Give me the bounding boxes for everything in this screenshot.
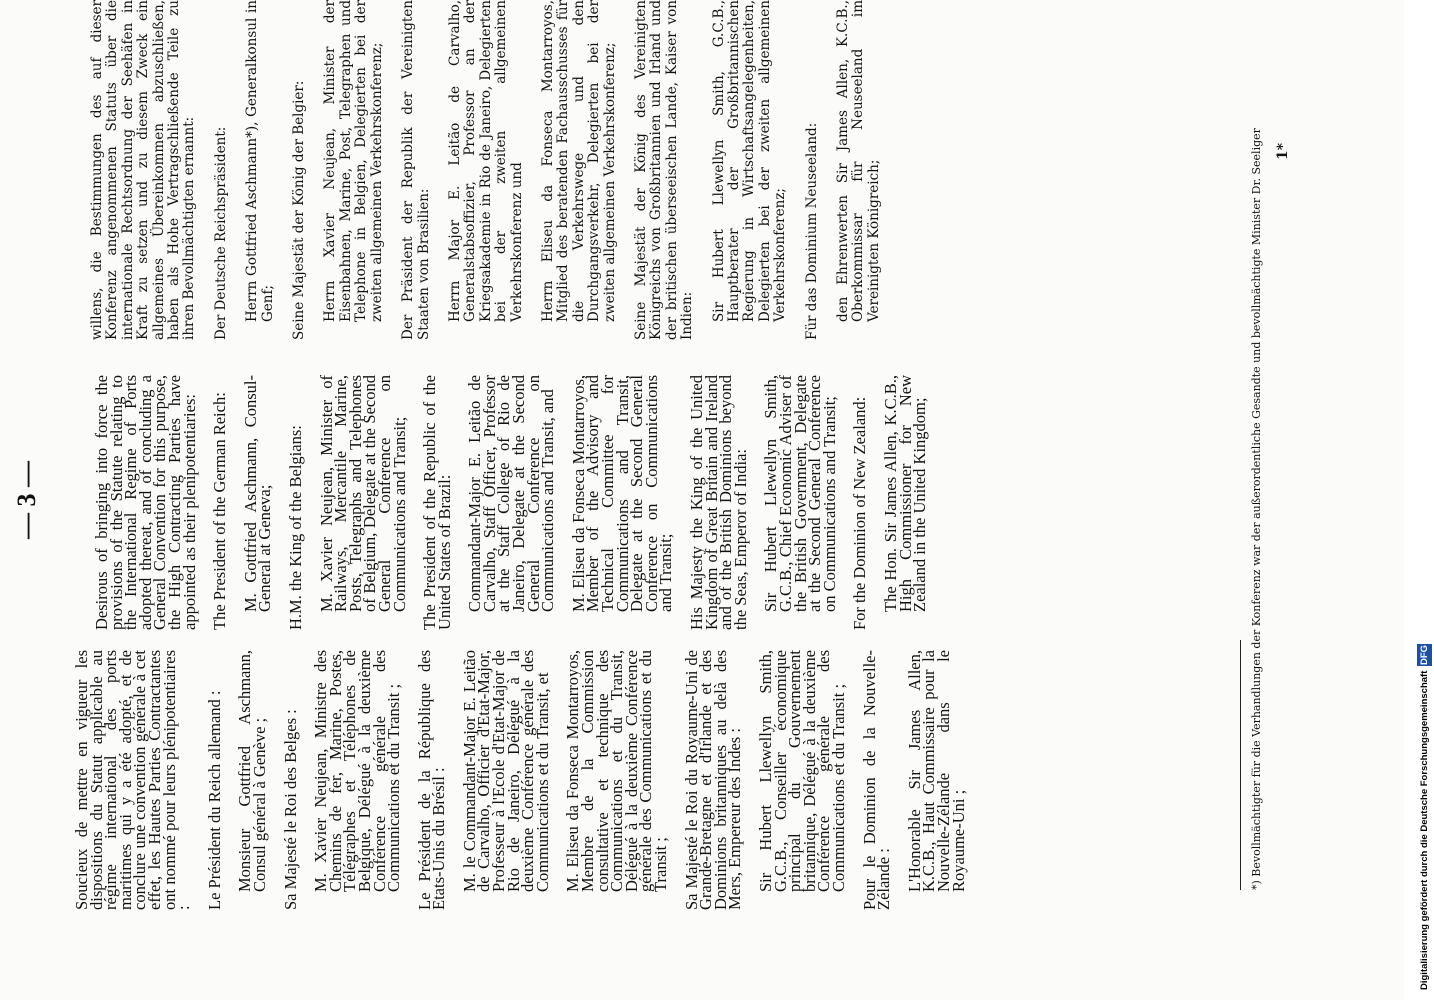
fr-paragraph: Pour le Dominion de la Nouvelle-Zélande :	[859, 650, 894, 910]
de-paragraph: Herrn Major E. Leitão de Carvalho, Generalstabsoffizier, Professor an der Kriegsakademie in Rio de Janeiro, Delegierten bei der zweiten allgemeinen Verkehrskonferenz und	[446, 0, 525, 322]
de-paragraph: Herrn Eliseu da Fonseca Montarroyos, Mitglied des beratenden Fachausschusses für die Verkehrswege und den Durchgangsverkehr, Delegierten bei der zweiten allgemeinen Verkehrskonferenz;	[539, 0, 618, 322]
en-paragraph: Sir Hubert Llewellyn Smith, G.C.B., Chief Economic Adviser of the British Government, Delegate at the Second General Conference on Communications and Transit;	[761, 375, 839, 612]
de-paragraph: willens, die Bestimmungen des auf dieser Konferenz angenommenen Statuts über die internationale Rechtsordnung der Seehäfen in Kraft zu setzen und zu diesem Zweck ein allgemeines Übereinkommen abzuschließen, haben als Hohe Vertragschließende Teile zu ihren Bevollmächtigten ernannt:	[89, 0, 198, 340]
german-column	[90, 0, 898, 340]
signature-mark: 1*	[1275, 142, 1291, 160]
de-paragraph: den Ehrenwerten Sir James Allen, K.C.B., Oberkommissar für Neuseeland im Vereinigten Königreich;	[835, 0, 882, 322]
digitization-label	[1417, 10, 1432, 990]
en-paragraph: The Hon. Sir James Allen, K.C.B., High Commissioner for New Zealand in the United Kingdom;	[880, 375, 930, 612]
footnote-rule	[1240, 640, 1241, 890]
page-number: — 3 —	[12, 461, 41, 539]
digitization-text: Digitalisierung gefördert durch die Deutsche Forschungsgemeinschaft	[1419, 670, 1430, 990]
en-paragraph: M. Eliseu da Fonseca Montarroyos, Member of the Advisory and Technical Committee for Communications and Transit, Delegate at the Second General Conference on Communications and Transit;	[568, 375, 676, 612]
de-paragraph: Seine Majestät der König des Vereinigten Königreichs von Großbritannien und Irland und der britischen überseeischen Lande, Kaiser von Indien:	[632, 0, 696, 340]
fr-paragraph: M. Eliseu da Fonseca Montarroyos, Membre de la Commission consultative et technique des Communications et du Transit, Délégué à la deuxième Conférence générale des Communications et du Transit ;	[563, 650, 670, 892]
de-paragraph: Der Deutsche Reichspräsident:	[212, 126, 229, 340]
de-paragraph: Für das Dominium Neuseeland:	[803, 122, 820, 340]
fr-paragraph: M. le Commandant-Major E. Leitão de Carvalho, Officier d'Etat-Major, Professeur à l'Ecole d'Etat-Major de Rio de Janeiro, Délégué à la deuxième Conférence générale des Communications et du Transit, et	[459, 650, 552, 892]
en-paragraph: For the Dominion of New Zealand:	[850, 396, 870, 630]
de-paragraph: Sir Hubert Llewellyn Smith, G.C.B., Hauptberater der Großbritannischen Regierung in Wirtschaftsangelegenheiten, Delegierten bei der zweiten allgemeinen Verkehrskonferenz;	[710, 0, 789, 322]
en-paragraph: The President of the Republic of the United States of Brazil:	[420, 375, 454, 630]
digitization-strip	[1404, 0, 1434, 1000]
french-column	[72, 650, 982, 910]
de-paragraph: Herrn Xavier Neujean, Minister der Eisenbahnen, Marine, Post, Telegraphen und Telephone in Belgien, Delegierten bei der zweiten allgemeinen Verkehrskonferenz;	[322, 0, 385, 322]
en-paragraph: Desirous of bringing into force the provisions of the Statute relating to the International Regime of Ports adopted thereat, and of concluding a General Convention for this purpose, the High Contracting Parties have appointed as their plenipotentiaries:	[92, 375, 199, 630]
en-paragraph: M. Gottfried Aschmann, Consul-General at Geneva;	[240, 375, 275, 612]
en-paragraph: His Majesty the King of the United Kingdom of Great Britain and Ireland and of the British Dominions beyond the Seas, Emperor of India:	[687, 375, 750, 630]
fr-paragraph: Sa Majesté le Roi du Royaume-Uni de Grande-Bretagne et d'Irlande et des Dominions britanniques au delà des Mers, Empereur des Indes :	[681, 650, 745, 910]
fr-paragraph: Le Président de la République des Etats-Unis du Brésil :	[414, 650, 449, 910]
de-paragraph: Herrn Gottfried Aschmann*), Generalkonsul in Genf;	[244, 0, 276, 322]
fr-paragraph: Soucieux de mettre en vigueur les dispositions du Statut applicable au régime international des ports maritimes qui y a été adopté, et de conclure une convention générale à cet effet, les Hautes Parties Contractantes ont nommé pour leurs plénipotentiaires :	[72, 650, 194, 910]
fr-paragraph: Sa Majesté le Roi des Belges :	[280, 709, 300, 910]
fr-paragraph: M. Xavier Neujean, Ministre des Chemins de fer, Marine, Postes, Télégraphes et Téléphones de Belgique, Délégué à la deuxième Conférence générale des Communications et du Transit ;	[311, 650, 404, 892]
fr-paragraph: Sir Hubert Llewellyn Smith, G.C.B., Conseiller économique principal du Gouvernement britannique, Délégué à la deuxième Conférence générale des Communications et du Transit ;	[755, 650, 848, 892]
fr-paragraph: L'Honorable Sir James Allen, K.C.B., Haut Commissaire pour la Nouvelle-Zélande dans le Royaume-Uni ;	[904, 650, 968, 892]
en-paragraph: The President of the German Reich:	[210, 392, 230, 630]
de-paragraph: Der Präsident der Republik der Vereinigten Staaten von Brasilien:	[400, 0, 432, 340]
de-paragraph: Seine Majestät der König der Belgier:	[291, 80, 308, 340]
en-paragraph: Commandant-Major E. Leitão de Carvalho, Staff Officer, Professor at the Staff College of Rio de Janeiro, Delegate at the Second General Conference on Communications and Transit, and	[465, 375, 558, 612]
footnote: *) Bevollmächtigter für die Verhandlungen der Konferenz war der außerordentliche Gesandte und bevollmächtigte Minister Dr. Seeliger	[1250, 128, 1263, 890]
fr-paragraph: Monsieur Gottfried Aschmann, Consul général à Genève ;	[235, 650, 269, 892]
en-paragraph: H.M. the King of the Belgians:	[285, 425, 305, 630]
fr-paragraph: Le Président du Reich allemand :	[204, 690, 224, 910]
dfg-logo: DFG	[1419, 644, 1430, 665]
en-paragraph: M. Xavier Neujean, Minister of Railways, Mercantile Marine, Posts, Telegraphs and Telephones of Belgium, Delegate at the Second General Conference on Communications and Transit;	[316, 375, 409, 612]
english-column	[92, 375, 944, 630]
